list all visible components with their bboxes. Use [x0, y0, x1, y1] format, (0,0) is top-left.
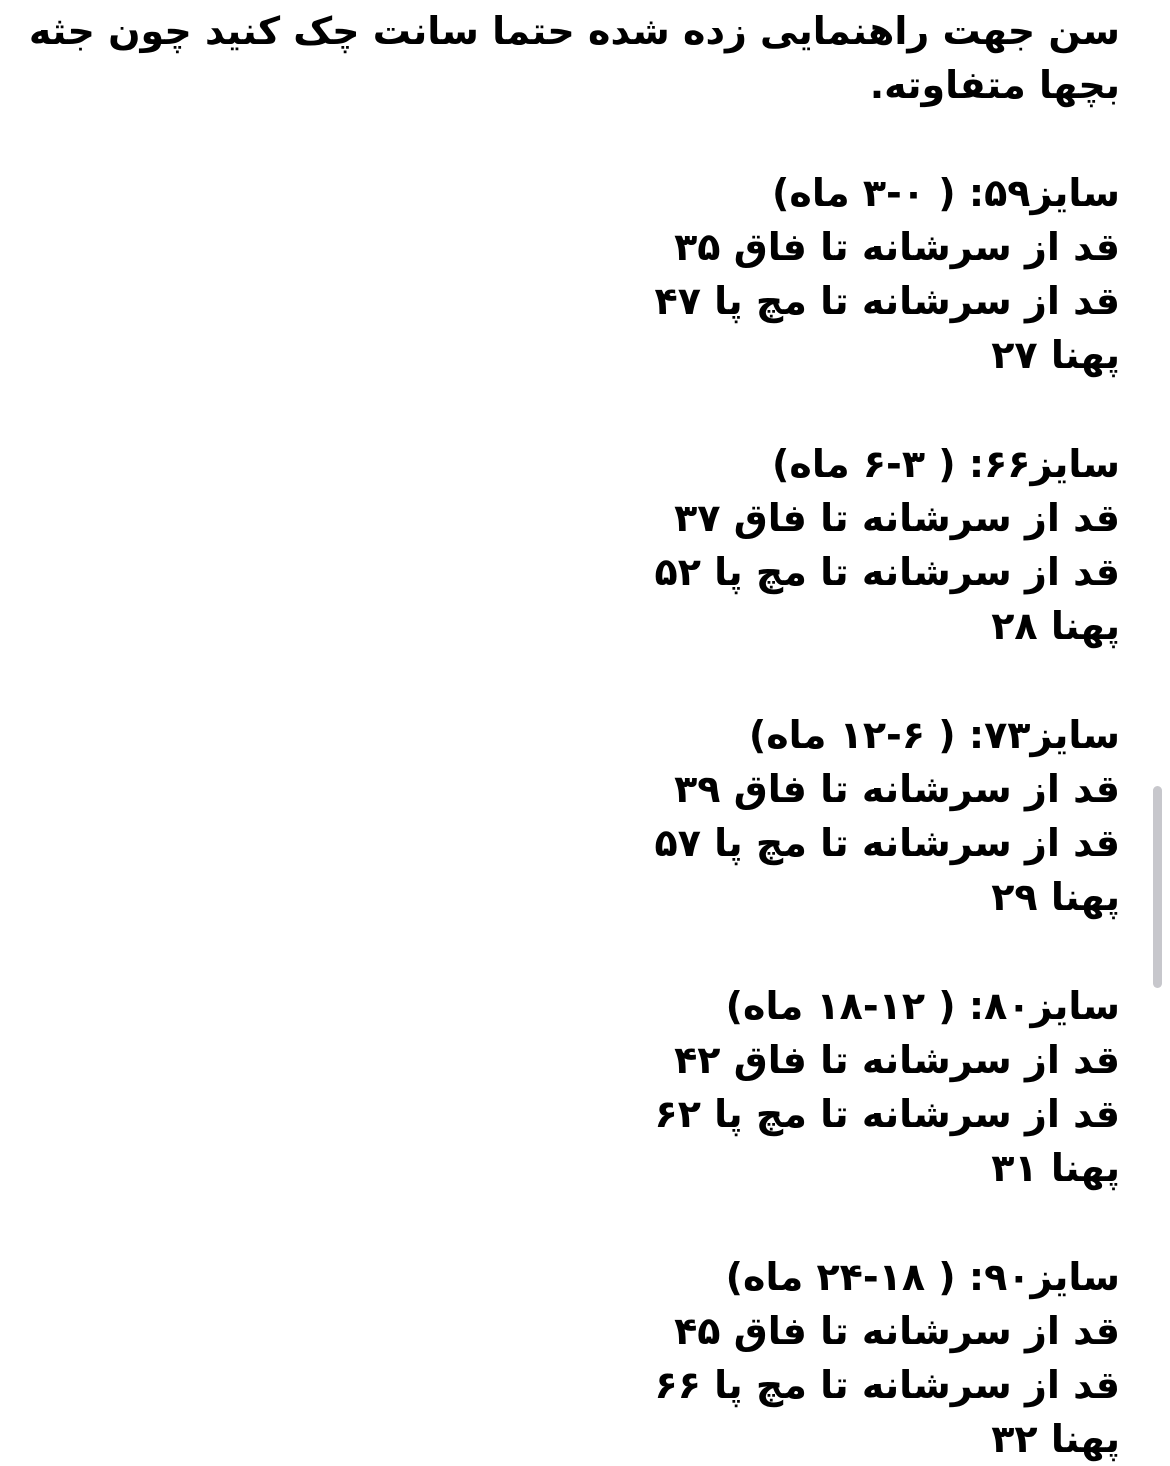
size-heading: سایز۶۶: ( ۳-۶ ماه) — [772, 442, 1120, 486]
size-block-59 — [90, 166, 1120, 382]
size-block-80 — [90, 979, 1120, 1195]
shoulder-to-ankle-length: قد از سرشانه تا مچ پا ۵۲ — [654, 550, 1120, 594]
width-measure: پهنا ۲۷ — [991, 333, 1120, 377]
shoulder-to-crotch-length: قد از سرشانه تا فاق ۳۹ — [674, 767, 1120, 811]
width-measure: پهنا ۲۸ — [991, 604, 1120, 648]
shoulder-to-crotch-length: قد از سرشانه تا فاق ۳۷ — [674, 496, 1120, 540]
shoulder-to-crotch-length: قد از سرشانه تا فاق ۳۵ — [674, 225, 1120, 269]
shoulder-to-crotch-length: قد از سرشانه تا فاق ۴۲ — [674, 1038, 1120, 1082]
shoulder-to-crotch-length: قد از سرشانه تا فاق ۴۵ — [674, 1309, 1120, 1353]
size-heading: سایز۷۳: ( ۶-۱۲ ماه) — [748, 713, 1120, 757]
shoulder-to-ankle-length: قد از سرشانه تا مچ پا ۶۲ — [654, 1092, 1120, 1136]
intro-line-2: بچها متفاوته. — [869, 63, 1120, 107]
shoulder-to-ankle-length: قد از سرشانه تا مچ پا ۵۷ — [654, 821, 1120, 865]
width-measure: پهنا ۲۹ — [991, 875, 1120, 919]
intro-line-1: سن جهت راهنمایی زده شده حتما سانت چک کنید چون جثه — [28, 9, 1120, 53]
size-heading: سایز۵۹: ( ۰-۳ ماه) — [772, 171, 1120, 215]
size-block-66 — [90, 437, 1120, 653]
vertical-scrollbar[interactable] — [1153, 786, 1162, 988]
width-measure: پهنا ۳۱ — [991, 1146, 1120, 1190]
width-measure: پهنا ۳۲ — [991, 1417, 1120, 1461]
intro-note — [28, 4, 1120, 112]
size-guide-text — [28, 4, 1120, 1466]
size-heading: سایز۹۰: ( ۱۸-۲۴ ماه) — [725, 1255, 1120, 1299]
size-block-90 — [90, 1250, 1120, 1466]
size-heading: سایز۸۰: ( ۱۲-۱۸ ماه) — [725, 984, 1120, 1028]
shoulder-to-ankle-length: قد از سرشانه تا مچ پا ۶۶ — [654, 1363, 1120, 1407]
shoulder-to-ankle-length: قد از سرشانه تا مچ پا ۴۷ — [654, 279, 1120, 323]
size-block-73 — [90, 708, 1120, 924]
